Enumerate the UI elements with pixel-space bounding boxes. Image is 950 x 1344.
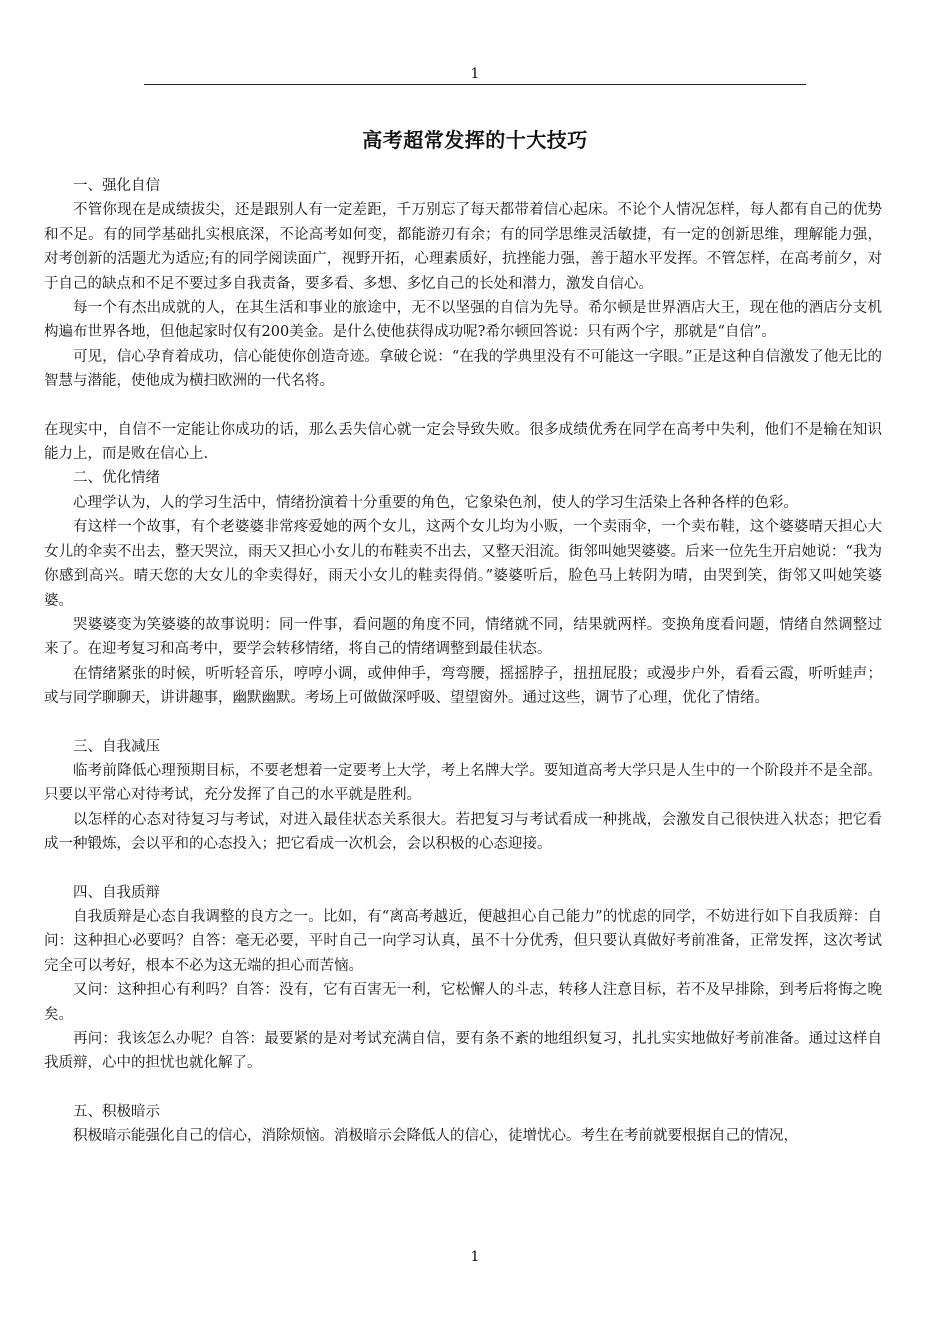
- blank-line: [44, 1076, 882, 1100]
- footer-page-number: 1: [470, 1249, 480, 1265]
- section-heading-4: 四、自我质辩: [73, 884, 160, 901]
- paragraph: 不管你现在是成绩拔尖，还是跟别人有一定差距，千万别忘了每天都带着信心起床。不论个人情况怎样，每人都有自己的优势和不足。有的同学基础扎实根底深，不论高考如何变，都能游刃有余；有的同学思维灵活敏捷，有一定的创新思维，理解能力强，对考创新的活题尤为适应;有的同学阅读面广，视野开拓，心理素质好，抗挫能力强，善于超水平发挥。不管怎样，在高考前夕，对于自己的缺点和不足不要过多自我责备，要多看、多想、多忆自己的长处和潜力，激发自信心。: [44, 202, 882, 292]
- paragraph: 积极暗示能强化自己的信心，消除烦恼。消极暗示会降低人的信心，徒增忧心。考生在考前就要根据自己的情况，: [73, 1128, 798, 1145]
- paragraph: 以怎样的心态对待复习与考试，对进入最佳状态关系很大。若把复习与考试看成一种挑战，会激发自己很快进入状态；把它看成一种锻炼，会以平和的心态投入；把它看成一次机会，会以积极的心态迎接。: [44, 811, 882, 853]
- paragraph: 哭婆婆变为笑婆婆的故事说明：同一件事，看问题的角度不同，情绪就不同，结果就两样。变换角度看问题，情绪自然调整过来了。在迎考复习和高考中，要学会转移情绪，将自己的情绪调整到最佳状态。: [44, 616, 882, 658]
- paragraph: 临考前降低心理预期目标，不要老想着一定要考上大学，考上名牌大学。要知道高考大学只是人生中的一个阶段并不是全部。只要以平常心对待考试，充分发挥了自己的水平就是胜利。: [44, 762, 882, 804]
- paragraph: 又问：这种担心有利吗？自答：没有，它有百害无一利，它松懈人的斗志，转移人注意目标，若不及早排除，到考后将悔之晚矣。: [44, 982, 882, 1023]
- document-body: [44, 174, 882, 1149]
- blank-line: [44, 857, 882, 881]
- paragraph: 可见，信心孕育着成功，信心能使你创造奇迹。拿破仑说：“在我的学典里没有不可能这一字眼。”正是这种自信激发了他无比的智慧与潜能，使他成为横扫欧洲的一代名将。: [44, 348, 882, 390]
- paragraph: 自我质辩是心态自我调整的良方之一。比如，有“离高考越近，便越担心自己能力”的忧虑的同学，不妨进行如下自我质辩：自问：这种担心必要吗？自答：毫无必要，平时自己一向学习认真，虽不十分优秀，但只要认真做好考前准备，正常发挥，这次考试完全可以考好，根本不必为这无端的担心而苦恼。: [44, 908, 882, 974]
- document-title: 高考超常发挥的十大技巧: [362, 128, 588, 152]
- paragraph: 再问：我该怎么办呢？自答：最要紧的是对考试充满自信，要有条不紊的地组织复习，扎扎实实地做好考前准备。通过这样自我质辩，心中的担忧也就化解了。: [44, 1031, 882, 1072]
- section-heading-5: 五、积极暗示: [73, 1103, 160, 1120]
- paragraph: 在现实中，自信不一定能让你成功的话，那么丢失信心就一定会导致失败。很多成绩优秀在同学在高考中失利，他们不是输在知识能力上，而是败在信心上.: [44, 421, 882, 463]
- paragraph: 每一个有杰出成就的人，在其生活和事业的旅途中，无不以坚强的自信为先导。希尔顿是世界酒店大王，现在他的酒店分支机构遍布世界各地，但他起家时仅有200美金。是什么使他获得成功呢?希尔顿回答说：只有两个字，那就是“自信”。: [44, 300, 882, 341]
- section-heading-3: 三、自我减压: [73, 738, 160, 755]
- section-heading-2: 二、优化情绪: [73, 470, 160, 487]
- header-rule: [144, 84, 806, 85]
- header-page-number: 1: [470, 66, 480, 82]
- blank-line: [44, 711, 882, 735]
- paragraph: 有这样一个故事，有个老婆婆非常疼爱她的两个女儿，这两个女儿均为小贩，一个卖雨伞，一个卖布鞋，这个婆婆晴天担心大女儿的伞卖不出去，整天哭泣，雨天又担心小女儿的布鞋卖不出去，又整天泪流。街邻叫她哭婆婆。后来一位先生开启她说：“我为你感到高兴。晴天您的大女儿的伞卖得好，雨天小女儿的鞋卖得俏。”婆婆听后，脸色马上转阴为晴，由哭到笑，街邻又叫她笑婆婆。: [44, 519, 882, 609]
- section-heading-1: 一、强化自信: [73, 178, 160, 194]
- paragraph: 心理学认为，人的学习生活中，情绪扮演着十分重要的角色，它象染色剂，使人的学习生活染上各种各样的色彩。: [73, 494, 798, 511]
- blank-line: [44, 394, 882, 418]
- paragraph: 在情绪紧张的时候，听听轻音乐，哼哼小调，或伸伸手，弯弯腰，摇摇脖子，扭扭屁股；或漫步户外，看看云霞，听听蛙声；或与同学聊聊天，讲讲趣事，幽默幽默。考场上可做做深呼吸、望望窗外。通过这些，调节了心理，优化了情绪。: [44, 665, 882, 707]
